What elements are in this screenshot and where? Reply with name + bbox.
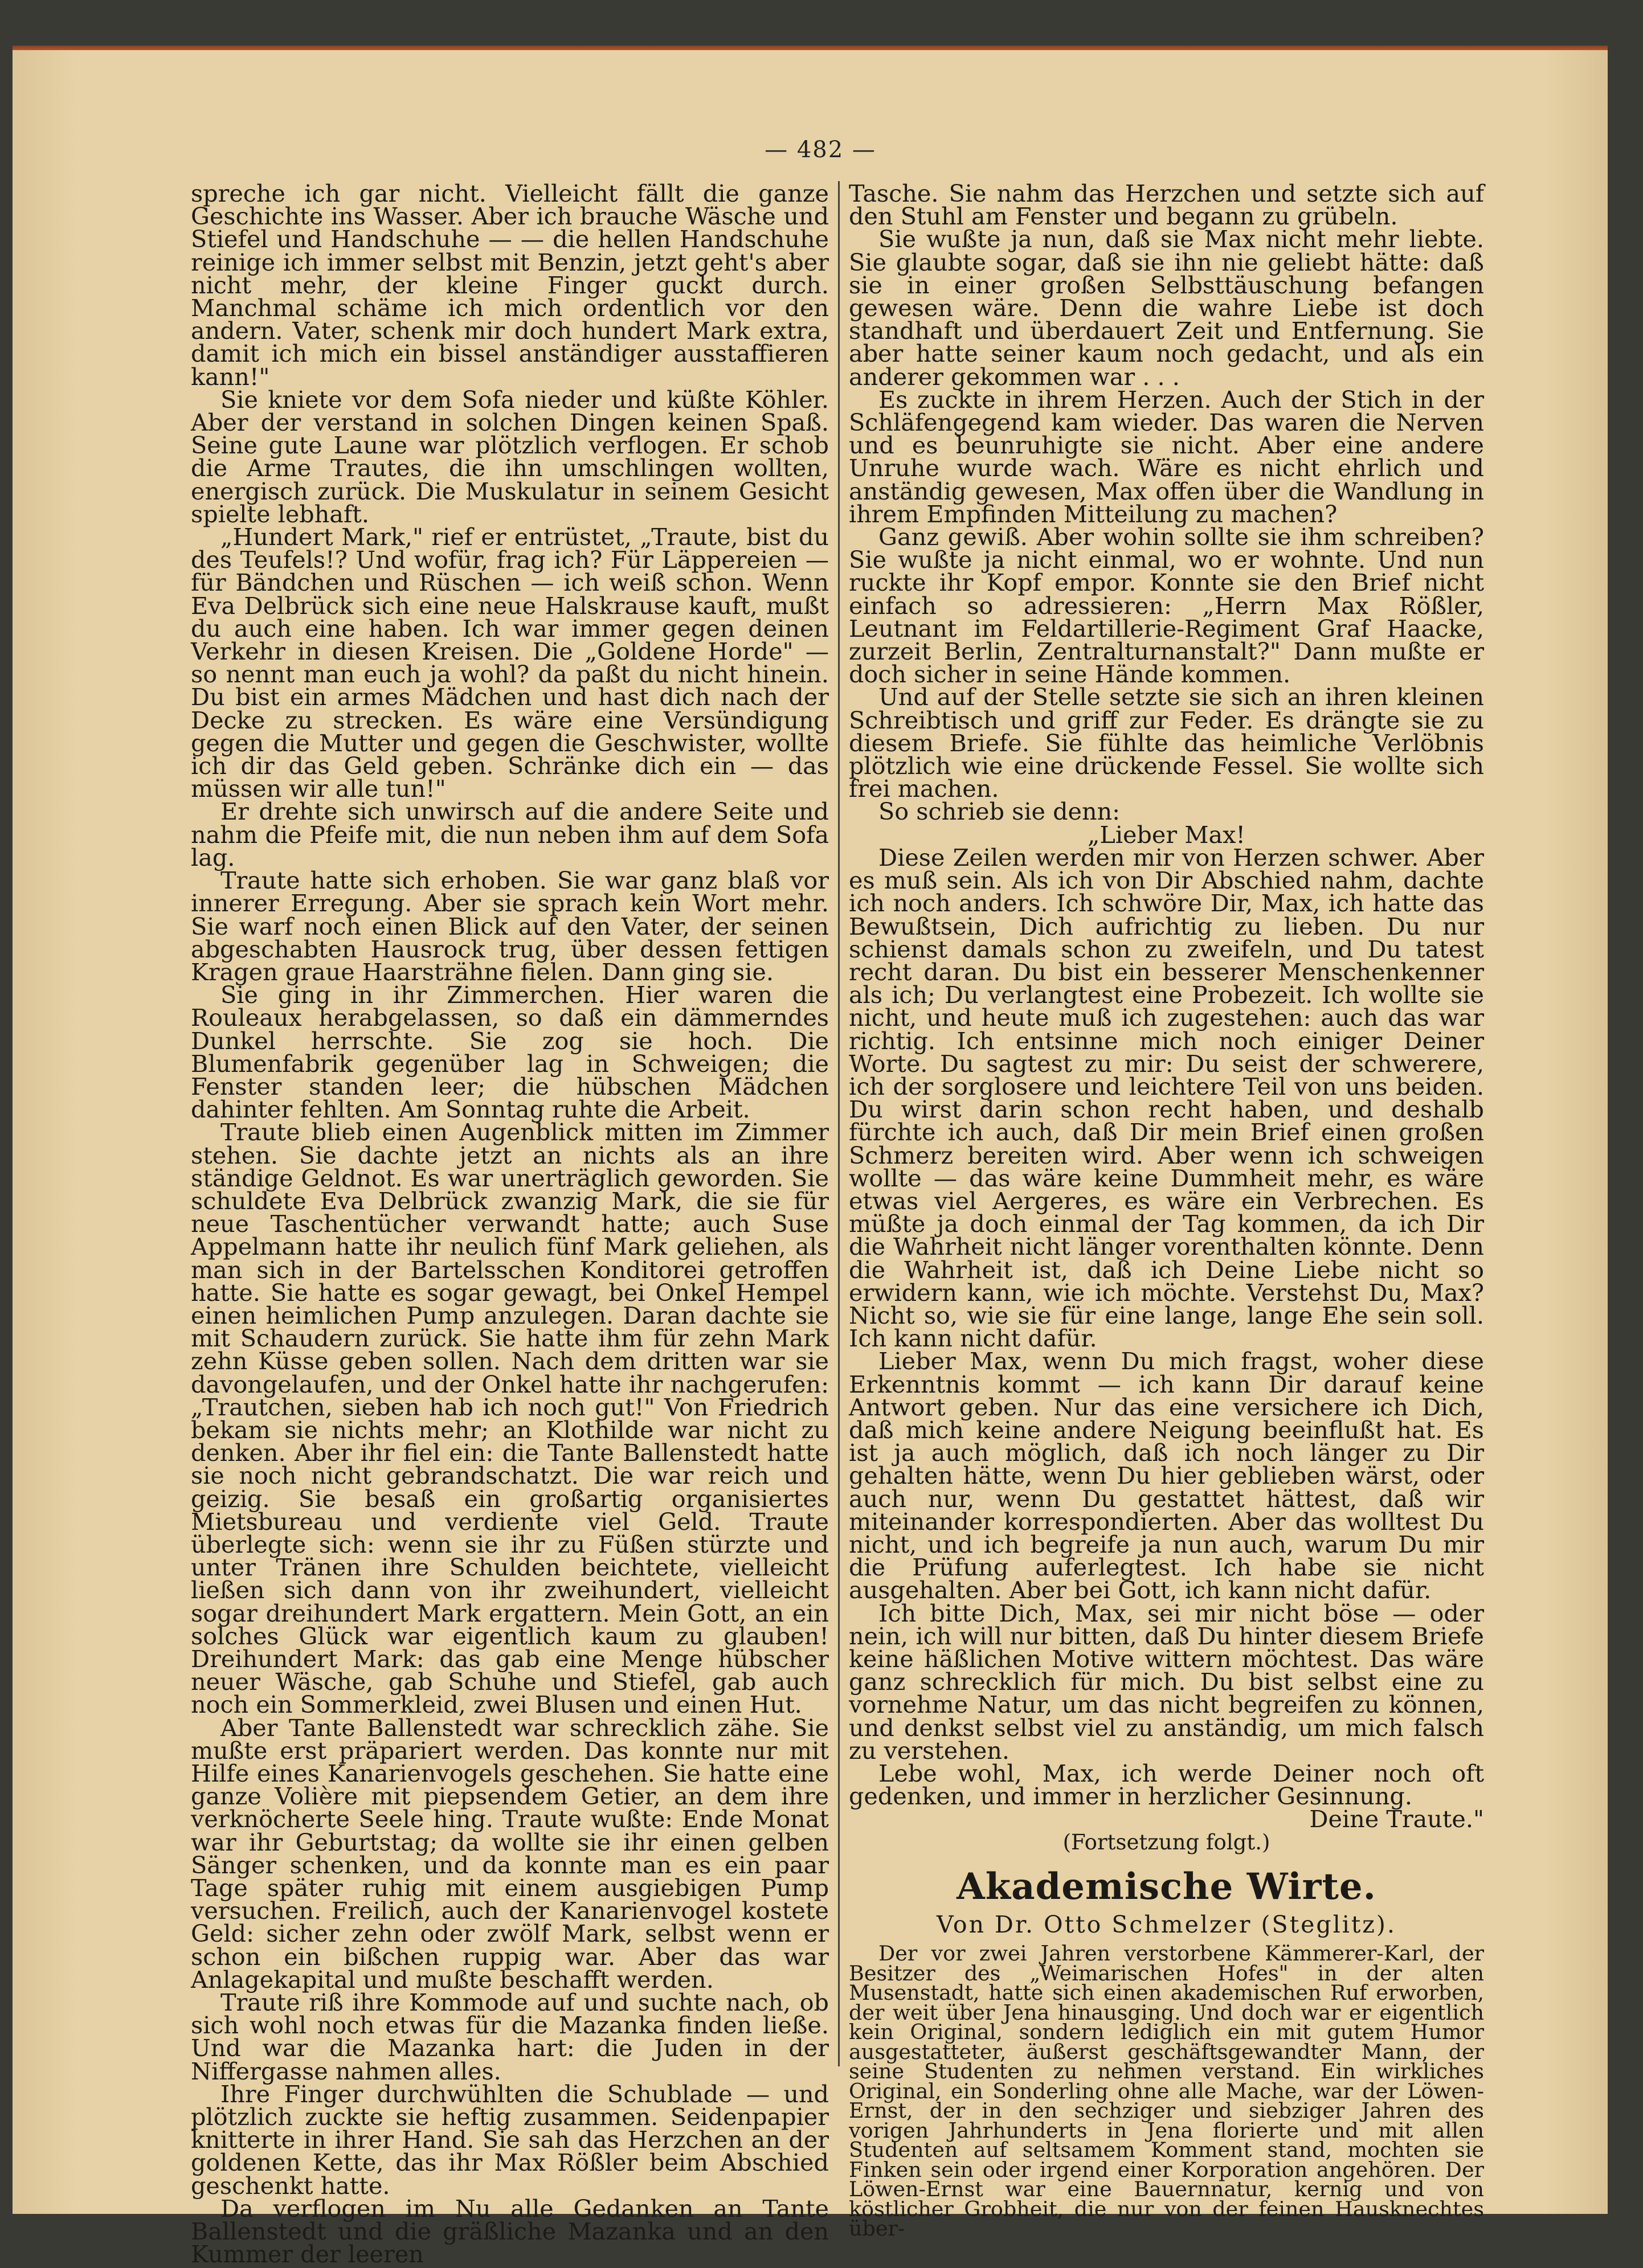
paragraph: Traute riß ihre Kommode auf und suchte nach, ob sich wohl noch etwas für die Mazanka finden ließe. Und war die Mazanka hart: die Juden in der Niffergasse nahmen alles. (191, 1989, 829, 2085)
letter-signature: Deine Traute." (1309, 1806, 1484, 1833)
right-column (849, 182, 1484, 2239)
paragraph: Es zuckte in ihrem Herzen. Auch der Stich in der Schläfengegend kam wieder. Das waren die Nerven und es beunruhigte sie nicht. Aber eine andere Unruhe wurde wach. Wäre es nicht ehrlich und anständig gewesen, Max offen über die Wandlung in ihrem Empfinden Mitteilung zu machen? (849, 386, 1484, 528)
letter-salutation: „Lieber Max! (1088, 821, 1245, 849)
letter-paragraph: Lebe wohl, Max, ich werde Deiner noch oft gedenken, und immer in herzlicher Gesinnung. (849, 1760, 1484, 1811)
paragraph: Aber Tante Ballenstedt war schrecklich zähe. Sie mußte erst präpariert werden. Das konnte nur mit Hilfe eines Kanarienvogels geschehen. Sie hatte eine ganze Volière mit piepsendem Getier, an dem ihre verknöcherte Seele hing. Traute wußte: Ende Monat war ihr Geburtstag; da wollte sie ihr einen gelben Sänger schenken, und da konnte man es ein paar Tage später ruhig mit einem ausgiebigen Pump versuchen. Freilich, auch der Kanarienvogel kostete Geld: sicher zehn oder zwölf Mark, selbst wenn er schon ein bißchen ruppig war. Aber das war Anlagekapital und mußte beschafft werden. (191, 1714, 829, 1993)
article-title: Akademische Wirte. (957, 1865, 1376, 1908)
article-text: Der vor zwei Jahren verstorbene Kämmerer-Karl, der Besitzer des „Weimarischen Hofes" in der alten Musenstadt, hatte sich einen akademischen Ruf erworben, der weit über Jena hinausging. Und doch war er eigentlich kein Original, sondern lediglich ein mit gutem Humor ausgestatteter, äußerst geschäftsgewandter Mann, der seine Studenten zu nehmen verstand. Ein wirkliches Original, ein Sonderling ohne alle Mache, war der Löwen-Ernst, der in den sechziger und siebziger Jahren des vorigen Jahrhunderts in Jena florierte und mit allen Studenten auf seltsamem Komment stand, mochten sie Finken sein oder irgend einer Korporation angehören. Der Löwen-Ernst war eine Bauernnatur, kernig und von köstlicher Grobheit, die nur von der feinen Hausknechtes über- (849, 1941, 1484, 2241)
paragraph: Da verflogen im Nu alle Gedanken an Tante Ballenstedt und die gräßliche Mazanka und an den Kummer der leeren (191, 2195, 829, 2268)
paragraph: spreche ich gar nicht. Vielleicht fällt die ganze Geschichte ins Wasser. Aber ich brauche Wäsche und Stiefel und Handschuhe — — die hellen Handschuhe reinige ich immer selbst mit Benzin, jetzt geht's aber nicht mehr, der kleine Finger guckt durch. Manchmal schäme ich mich ordentlich vor den andern. Vater, schenk mir doch hundert Mark extra, damit ich mich ein bissel anständiger ausstaffieren kann!" (191, 180, 829, 391)
column-divider (838, 181, 840, 2066)
paragraph: Ihre Finger durchwühlten die Schublade — und plötzlich zuckte sie heftig zusammen. Seidenpapier knitterte in ihrer Hand. Sie sah das Herzchen an der goldenen Kette, das ihr Max Rößler beim Abschied geschenkt hatte. (191, 2080, 829, 2200)
paragraph: So schrieb sie denn: (878, 798, 1121, 826)
paragraph: „Hundert Mark," rief er entrüstet, „Traute, bist du des Teufels!? Und wofür, frag ich? Für Läppereien — für Bändchen und Rüschen — ich weiß schon. Wenn Eva Delbrück sich eine neue Halskrause kauft, mußt du auch eine haben. Ich war immer gegen deinen Verkehr in diesen Kreisen. Die „Goldene Horde" — so nennt man euch ja wohl? da paßt du nicht hinein. Du bist ein armes Mädchen und hast dich nach der Decke zu strecken. Es wäre eine Versündigung gegen die Mutter und gegen die Geschwister, wollte ich dir das Geld geben. Schränke dich ein — das müssen wir alle tun!" (191, 523, 829, 803)
paragraph: Tasche. Sie nahm das Herzchen und setzte sich auf den Stuhl am Fenster und begann zu grübeln. (849, 180, 1484, 231)
letter-paragraph: Lieber Max, wenn Du mich fragst, woher diese Erkenntnis kommt — ich kann Dir darauf keine Antwort geben. Nur das eine versichere ich Dich, daß mich keine andere Neigung beeinflußt hat. Es ist ja auch möglich, daß ich noch länger zu Dir gehalten hätte, wenn Du hier geblieben wärst, oder auch nur, wenn Du gestattet hättest, daß wir miteinander korrespondierten. Aber das wolltest Du nicht, und ich begreife ja nun auch, warum Du mir die Prüfung auferlegtest. Ich habe sie nicht ausgehalten. Aber bei Gott, ich kann nicht dafür. (849, 1348, 1484, 1604)
letter-paragraph: Diese Zeilen werden mir von Herzen schwer. Aber es muß sein. Als ich von Dir Abschied nahm, dachte ich noch anders. Ich schwöre Dir, Max, ich hatte das Bewußtsein, Dich aufrichtig zu lieben. Du nur schienst damals schon zu zweifeln, und Du tatest recht daran. Du bist ein besserer Menschenkenner als ich; Du verlangtest eine Probezeit. Ich wollte sie nicht, und heute muß ich zugestehen: auch das war richtig. Ich entsinne mich noch einiger Deiner Worte. Du sagtest zu mir: Du seist der schwerere, ich der sorglosere und leichtere Teil von uns beiden. Du wirst darin schon recht haben, und deshalb fürchte ich auch, daß Dir mein Brief einen großen Schmerz bereiten wird. Aber wenn ich schweigen wollte — das wäre keine Dummheit mehr, es wäre etwas viel Aergeres, es wäre ein Verbrechen. Es müßte ja doch einmal der Tag kommen, da ich Dir die Wahrheit nicht länger vorenthalten könnte. Denn die Wahrheit ist, daß ich Deine Liebe nicht so erwidern kann, wie ich möchte. Verstehst Du, Max? Nicht so, wie sie für eine lange, lange Ehe sein soll. Ich kann nicht dafür. (849, 844, 1484, 1353)
paragraph: Traute blieb einen Augenblick mitten im Zimmer stehen. Sie dachte jetzt an nichts als an ihre ständige Geldnot. Es war unerträglich geworden. Sie schuldete Eva Delbrück zwanzig Mark, die sie für neue Taschentücher verwandt hatte; auch Suse Appelmann hatte ihr neulich fünf Mark geliehen, als man sich in der Bartelsschen Konditorei getroffen hatte. Sie hatte es sogar gewagt, bei Onkel Hempel einen heimlichen Pump anzulegen. Daran dachte sie mit Schaudern zurück. Sie hatte ihm für zehn Mark zehn Küsse geben sollen. Nach dem dritten war sie davongelaufen, und der Onkel hatte ihr nachgerufen: „Trautchen, sieben hab ich noch gut!" Von Friedrich bekam sie nichts mehr; an Klothilde war nicht zu denken. Aber ihr fiel ein: die Tante Ballenstedt hatte sie noch nicht gebrandschatzt. Die war reich und geizig. Sie besaß ein großartig organisiertes Mietsbureau und verdiente viel Geld. Traute überlegte sich: wenn sie ihr zu Füßen stürzte und unter Tränen ihre Schulden beichtete, vielleicht ließen sich dann von ihr zweihundert, vielleicht sogar dreihundert Mark ergattern. Mein Gott, an ein solches Glück war eigentlich kaum zu glauben! Dreihundert Mark: das gab eine Menge hübscher neuer Wäsche, gab Schuhe und Stiefel, gab auch noch ein Sommerkleid, zwei Blusen und einen Hut. (191, 1119, 829, 1719)
paragraph: Sie wußte ja nun, daß sie Max nicht mehr liebte. Sie glaubte sogar, daß sie ihn nie geliebt hätte: daß sie in einer großen Selbsttäuschung befangen gewesen wäre. Denn die wahre Liebe ist doch standhaft und überdauert Zeit und Entfernung. Sie aber hatte seiner kaum noch gedacht, und als ein anderer gekommen war . . . (849, 226, 1484, 391)
paragraph: Ganz gewiß. Aber wohin sollte sie ihm schreiben? Sie wußte ja nicht einmal, wo er wohnte. Und nun ruckte ihr Kopf empor. Konnte sie den Brief nicht einfach so adressieren: „Herrn Max Rößler, Leutnant im Feldartillerie-Regiment Graf Haacke, zurzeit Berlin, Zentralturnanstalt?" Dann mußte er doch sicher in seine Hände kommen. (849, 523, 1484, 689)
paragraph: Er drehte sich unwirsch auf die andere Seite und nahm die Pfeife mit, die nun neben ihm auf dem Sofa lag. (191, 798, 829, 871)
left-column (191, 182, 829, 2266)
paragraph: Sie ging in ihr Zimmerchen. Hier waren die Rouleaux herabgelassen, so daß ein dämmerndes Dunkel herrschte. Sie zog sie hoch. Die Blumenfabrik gegenüber lag in Schweigen; die Fenster standen leer; die hübschen Mädchen dahinter fehlten. Am Sonntag ruhte die Arbeit. (191, 981, 829, 1124)
page-number: — 482 — (765, 137, 876, 163)
binding-shadow (1609, 0, 1643, 2214)
paragraph: Und auf der Stelle setzte sie sich an ihren kleinen Schreibtisch und griff zur Feder. Es drängte sie zu diesem Briefe. Sie fühlte das heimliche Verlöbnis plötzlich wie eine drückende Fessel. Sie wollte sich frei machen. (849, 683, 1484, 803)
article-byline: Von Dr. Otto Schmelzer (Steglitz). (937, 1910, 1396, 1938)
continuation-note: (Fortsetzung folgt.) (1062, 1829, 1270, 1854)
paragraph: Sie kniete vor dem Sofa nieder und küßte Köhler. Aber der verstand in solchen Dingen keinen Spaß. Seine gute Laune war plötzlich verflogen. Er schob die Arme Trautes, die ihn umschlingen wollten, energisch zurück. Die Muskulatur in seinem Gesicht spielte lebhaft. (191, 386, 829, 528)
letter-paragraph: Ich bitte Dich, Max, sei mir nicht böse — oder nein, ich will nur bitten, daß Du hinter diesem Briefe keine häßlichen Motive wittern möchtest. Das wäre ganz schrecklich für mich. Du bist selbst eine zu vornehme Natur, um das nicht begreifen zu können, und denkst selbst viel zu anständig, um mich falsch zu verstehen. (849, 1599, 1484, 1765)
paragraph: Traute hatte sich erhoben. Sie war ganz blaß vor innerer Erregung. Aber sie sprach kein Wort mehr. Sie warf noch einen Blick auf den Vater, der seinen abgeschabten Hausrock trug, über dessen fettigen Kragen graue Haarsträhne fielen. Dann ging sie. (191, 867, 829, 986)
